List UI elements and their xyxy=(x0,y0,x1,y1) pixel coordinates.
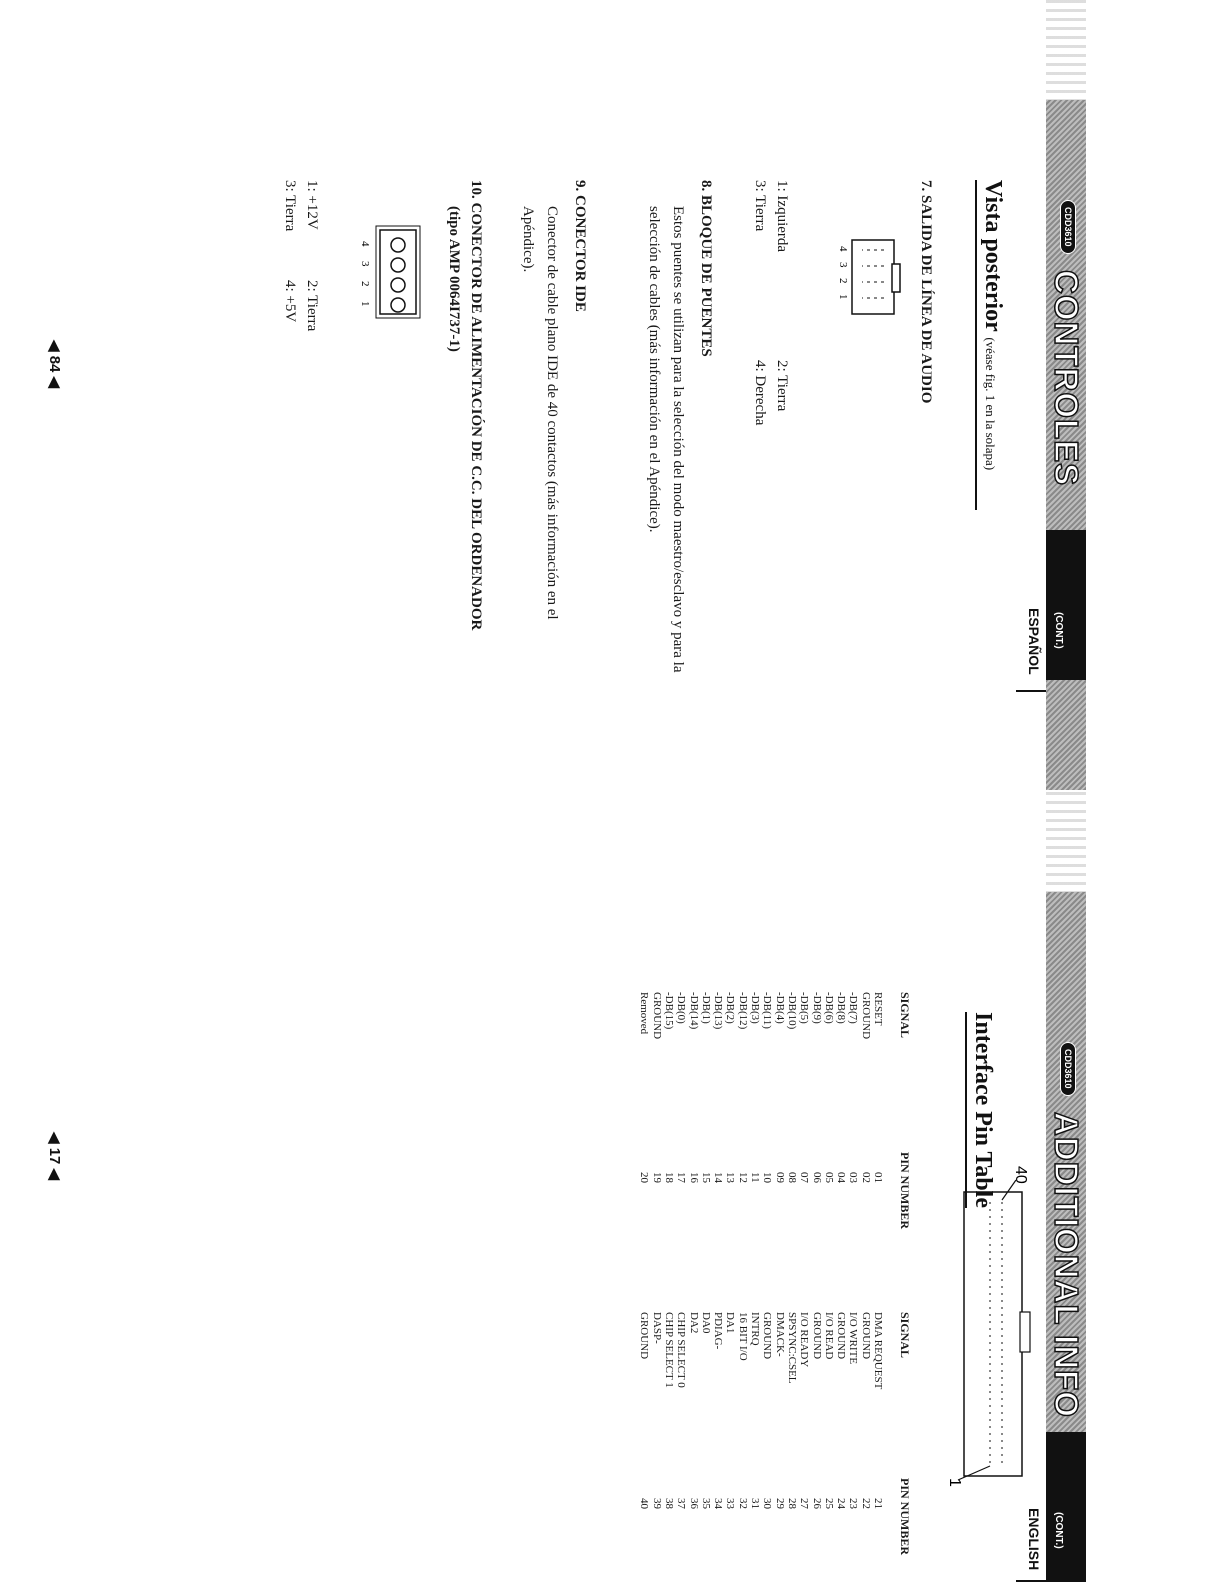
table-cell: 26 xyxy=(810,1498,823,1509)
table-cell: RESET xyxy=(872,992,884,1026)
table-header-pin-2: PIN NUMBER xyxy=(898,1478,912,1555)
table-cell: -DB(3) xyxy=(749,992,762,1024)
table-cell: 34 xyxy=(712,1498,725,1509)
table-cell: -DB(9) xyxy=(810,992,823,1024)
section-8-heading: 8. BLOQUE DE PUENTES xyxy=(698,180,714,357)
audio-legend-1: 1: Izquierda xyxy=(774,180,790,253)
header-title: CONTROLES xyxy=(1048,270,1085,487)
table-cell: 02 xyxy=(859,1172,872,1183)
ide-connector-diagram xyxy=(946,1162,1046,1492)
language-label: ENGLISH xyxy=(1026,1508,1042,1571)
table-cell: -DB(6) xyxy=(822,992,835,1024)
table-cell: 14 xyxy=(712,1172,725,1183)
power-pin-3 xyxy=(391,258,405,272)
ide-connector-key xyxy=(1020,1312,1030,1352)
table-cell: I/O WRITE xyxy=(847,1312,860,1365)
ide-pin-1-label: 1 xyxy=(946,1478,963,1487)
header-title: ADDITIONAL INFO xyxy=(1048,1112,1085,1418)
table-cell: Removed xyxy=(638,992,651,1035)
table-cell: DA2 xyxy=(687,1312,700,1334)
table-cell: 04 xyxy=(835,1172,848,1183)
table-cell: SPSYNC:CSEL xyxy=(785,1312,798,1384)
table-cell: 05 xyxy=(822,1172,835,1183)
table-cell: INTRQ xyxy=(749,1312,762,1346)
table-cell: CHIP SELECT 0 xyxy=(675,1312,688,1388)
table-cell: 35 xyxy=(699,1498,712,1509)
table-cell: DMA REQUEST xyxy=(872,1312,884,1390)
page-number-left: ◀ 84 ◀ xyxy=(46,340,63,389)
page-number-right: ◀ 17 ◀ xyxy=(46,1132,63,1181)
power-pin-1 xyxy=(391,298,405,312)
header-speckle xyxy=(1046,0,1086,100)
table-cell: GROUND xyxy=(859,992,872,1040)
table-cell: PDIAG- xyxy=(712,1312,725,1350)
section-8-text: Estos puentes se utilizan para la selección del modo maestro/esclavo y para la selección de cables (más información en el Apéndice). xyxy=(646,206,686,673)
section-10-heading: 10. CONECTOR DE ALIMENTACIÓN DE C.C. DEL ORDENADOR xyxy=(468,180,484,631)
table-cell: 25 xyxy=(822,1498,835,1509)
left-signal-column xyxy=(638,992,884,1039)
header-dark-block xyxy=(1046,1432,1086,1582)
header-dark-block xyxy=(1046,530,1086,680)
power-legend-2: 2: Tierra xyxy=(304,280,320,332)
audio-connector-key xyxy=(892,264,900,292)
table-cell: 22 xyxy=(859,1498,872,1509)
ide-connector-body xyxy=(964,1192,1022,1476)
table-cell: 03 xyxy=(847,1172,860,1183)
table-cell: GROUND xyxy=(638,1312,651,1360)
table-cell: 40 xyxy=(638,1498,651,1509)
left-pin-column xyxy=(638,1172,884,1183)
language-rule xyxy=(1016,1580,1046,1582)
table-cell: I/O READ xyxy=(822,1312,835,1360)
table-cell: 09 xyxy=(773,1172,786,1183)
power-connector-diagram xyxy=(344,210,434,320)
table-cell: 29 xyxy=(773,1498,786,1509)
audio-pin-label-1: 1 xyxy=(837,294,849,300)
table-cell: DASP- xyxy=(650,1312,663,1344)
table-header-signal-1: SIGNAL xyxy=(898,992,912,1039)
power-pin-label-4: 4 xyxy=(359,241,371,247)
power-legend-3: 3: Tierra xyxy=(282,180,298,232)
audio-pin-label-3: 3 xyxy=(837,262,849,268)
table-cell: 16 xyxy=(687,1172,700,1183)
table-cell: 19 xyxy=(650,1172,663,1183)
table-cell: I/O READY xyxy=(798,1312,811,1368)
power-pin-label-3: 3 xyxy=(359,261,371,267)
table-cell: 28 xyxy=(785,1498,798,1509)
power-legend-4: 4: +5V xyxy=(282,280,298,323)
table-cell: DMACK- xyxy=(773,1312,786,1357)
table-cell: -DB(10) xyxy=(785,992,798,1030)
table-cell: -DB(4) xyxy=(773,992,786,1024)
brand-badge: CDD3610 xyxy=(1060,1042,1076,1096)
table-cell: 32 xyxy=(736,1498,749,1509)
power-legend-1: 1: +12V xyxy=(304,180,320,230)
language-label: ESPAÑOL xyxy=(1026,608,1042,675)
table-cell: -DB(5) xyxy=(798,992,811,1024)
table-cell: -DB(7) xyxy=(847,992,860,1024)
table-cell: DA0 xyxy=(699,1312,712,1334)
table-cell: 21 xyxy=(872,1498,884,1509)
table-cell: 24 xyxy=(835,1498,848,1509)
table-cell: -DB(12) xyxy=(736,992,749,1030)
audio-legend-4: 4: Derecha xyxy=(752,360,768,426)
table-cell: 11 xyxy=(749,1172,762,1183)
table-cell: GROUND xyxy=(835,1312,848,1360)
audio-legend-2: 2: Tierra xyxy=(774,360,790,412)
header-speckle xyxy=(1046,792,1086,892)
audio-pin-label-2: 2 xyxy=(837,278,849,284)
table-cell: 16 BIT I/O xyxy=(736,1312,749,1361)
table-cell: 23 xyxy=(847,1498,860,1509)
table-cell: 12 xyxy=(736,1172,749,1183)
table-cell: -DB(8) xyxy=(835,992,848,1024)
table-cell: 18 xyxy=(662,1172,675,1183)
table-cell: 39 xyxy=(650,1498,663,1509)
right-pin-column xyxy=(638,1498,884,1509)
table-cell: 15 xyxy=(699,1172,712,1183)
page-title: Vista posterior (véase fig. 1 en la solapa) xyxy=(975,180,1006,510)
table-cell: 30 xyxy=(761,1498,774,1509)
table-cell: 07 xyxy=(798,1172,811,1183)
audio-connector-body xyxy=(852,240,894,314)
table-cell: -DB(2) xyxy=(724,992,737,1024)
section-7-heading: 7. SALIDA DE LÍNEA DE AUDIO xyxy=(918,180,934,404)
power-pin-label-1: 1 xyxy=(359,301,371,307)
table-header-signal-2: SIGNAL xyxy=(898,1312,912,1359)
table-cell: 20 xyxy=(638,1172,651,1183)
audio-connector-diagram xyxy=(822,210,902,320)
section-9-text: Conector de cable plano IDE de 40 contactos (más información en el Apéndice). xyxy=(520,206,560,620)
table-cell: 01 xyxy=(872,1172,884,1183)
power-pin-label-2: 2 xyxy=(359,281,371,287)
table-cell: -DB(1) xyxy=(699,992,712,1024)
table-cell: -DB(15) xyxy=(662,992,675,1030)
section-9-heading: 9. CONECTOR IDE xyxy=(572,180,588,312)
table-cell: 36 xyxy=(687,1498,700,1509)
ide-pin-40-label: 40 xyxy=(1012,1166,1029,1184)
english-page xyxy=(0,792,1224,1584)
table-cell: 27 xyxy=(798,1498,811,1509)
table-cell: GROUND xyxy=(859,1312,872,1360)
power-pin-2 xyxy=(391,278,405,292)
table-cell: 37 xyxy=(675,1498,688,1509)
power-pin-4 xyxy=(391,238,405,252)
cont-label: (CONT.) xyxy=(1053,612,1064,649)
audio-legend-3: 3: Tierra xyxy=(752,180,768,232)
table-cell: 06 xyxy=(810,1172,823,1183)
table-cell: DA1 xyxy=(724,1312,737,1334)
cont-label: (CONT.) xyxy=(1053,1512,1064,1549)
table-cell: 31 xyxy=(749,1498,762,1509)
page-title: Interface Pin Table xyxy=(965,1012,996,1208)
right-signal-column xyxy=(638,1312,884,1389)
table-cell: GROUND xyxy=(810,1312,823,1360)
table-header-pin-1: PIN NUMBER xyxy=(898,1152,912,1229)
table-cell: GROUND xyxy=(650,992,663,1040)
brand-badge: CDD3610 xyxy=(1060,200,1076,254)
table-cell: -DB(0) xyxy=(675,992,688,1024)
table-cell: 38 xyxy=(662,1498,675,1509)
table-cell: -DB(13) xyxy=(712,992,725,1030)
table-cell: 08 xyxy=(785,1172,798,1183)
table-cell: 13 xyxy=(724,1172,737,1183)
section-10-subheading: (tipo AMP 0064I737-1) xyxy=(446,206,462,352)
table-cell: 10 xyxy=(761,1172,774,1183)
table-cell: GROUND xyxy=(761,1312,774,1360)
language-rule xyxy=(1016,690,1046,692)
audio-pin-label-4: 4 xyxy=(837,246,849,252)
table-cell: -DB(14) xyxy=(687,992,700,1030)
table-cell: -DB(11) xyxy=(761,992,774,1029)
table-cell: 33 xyxy=(724,1498,737,1509)
table-cell: 17 xyxy=(675,1172,688,1183)
table-cell: CHIP SELECT 1 xyxy=(662,1312,675,1388)
